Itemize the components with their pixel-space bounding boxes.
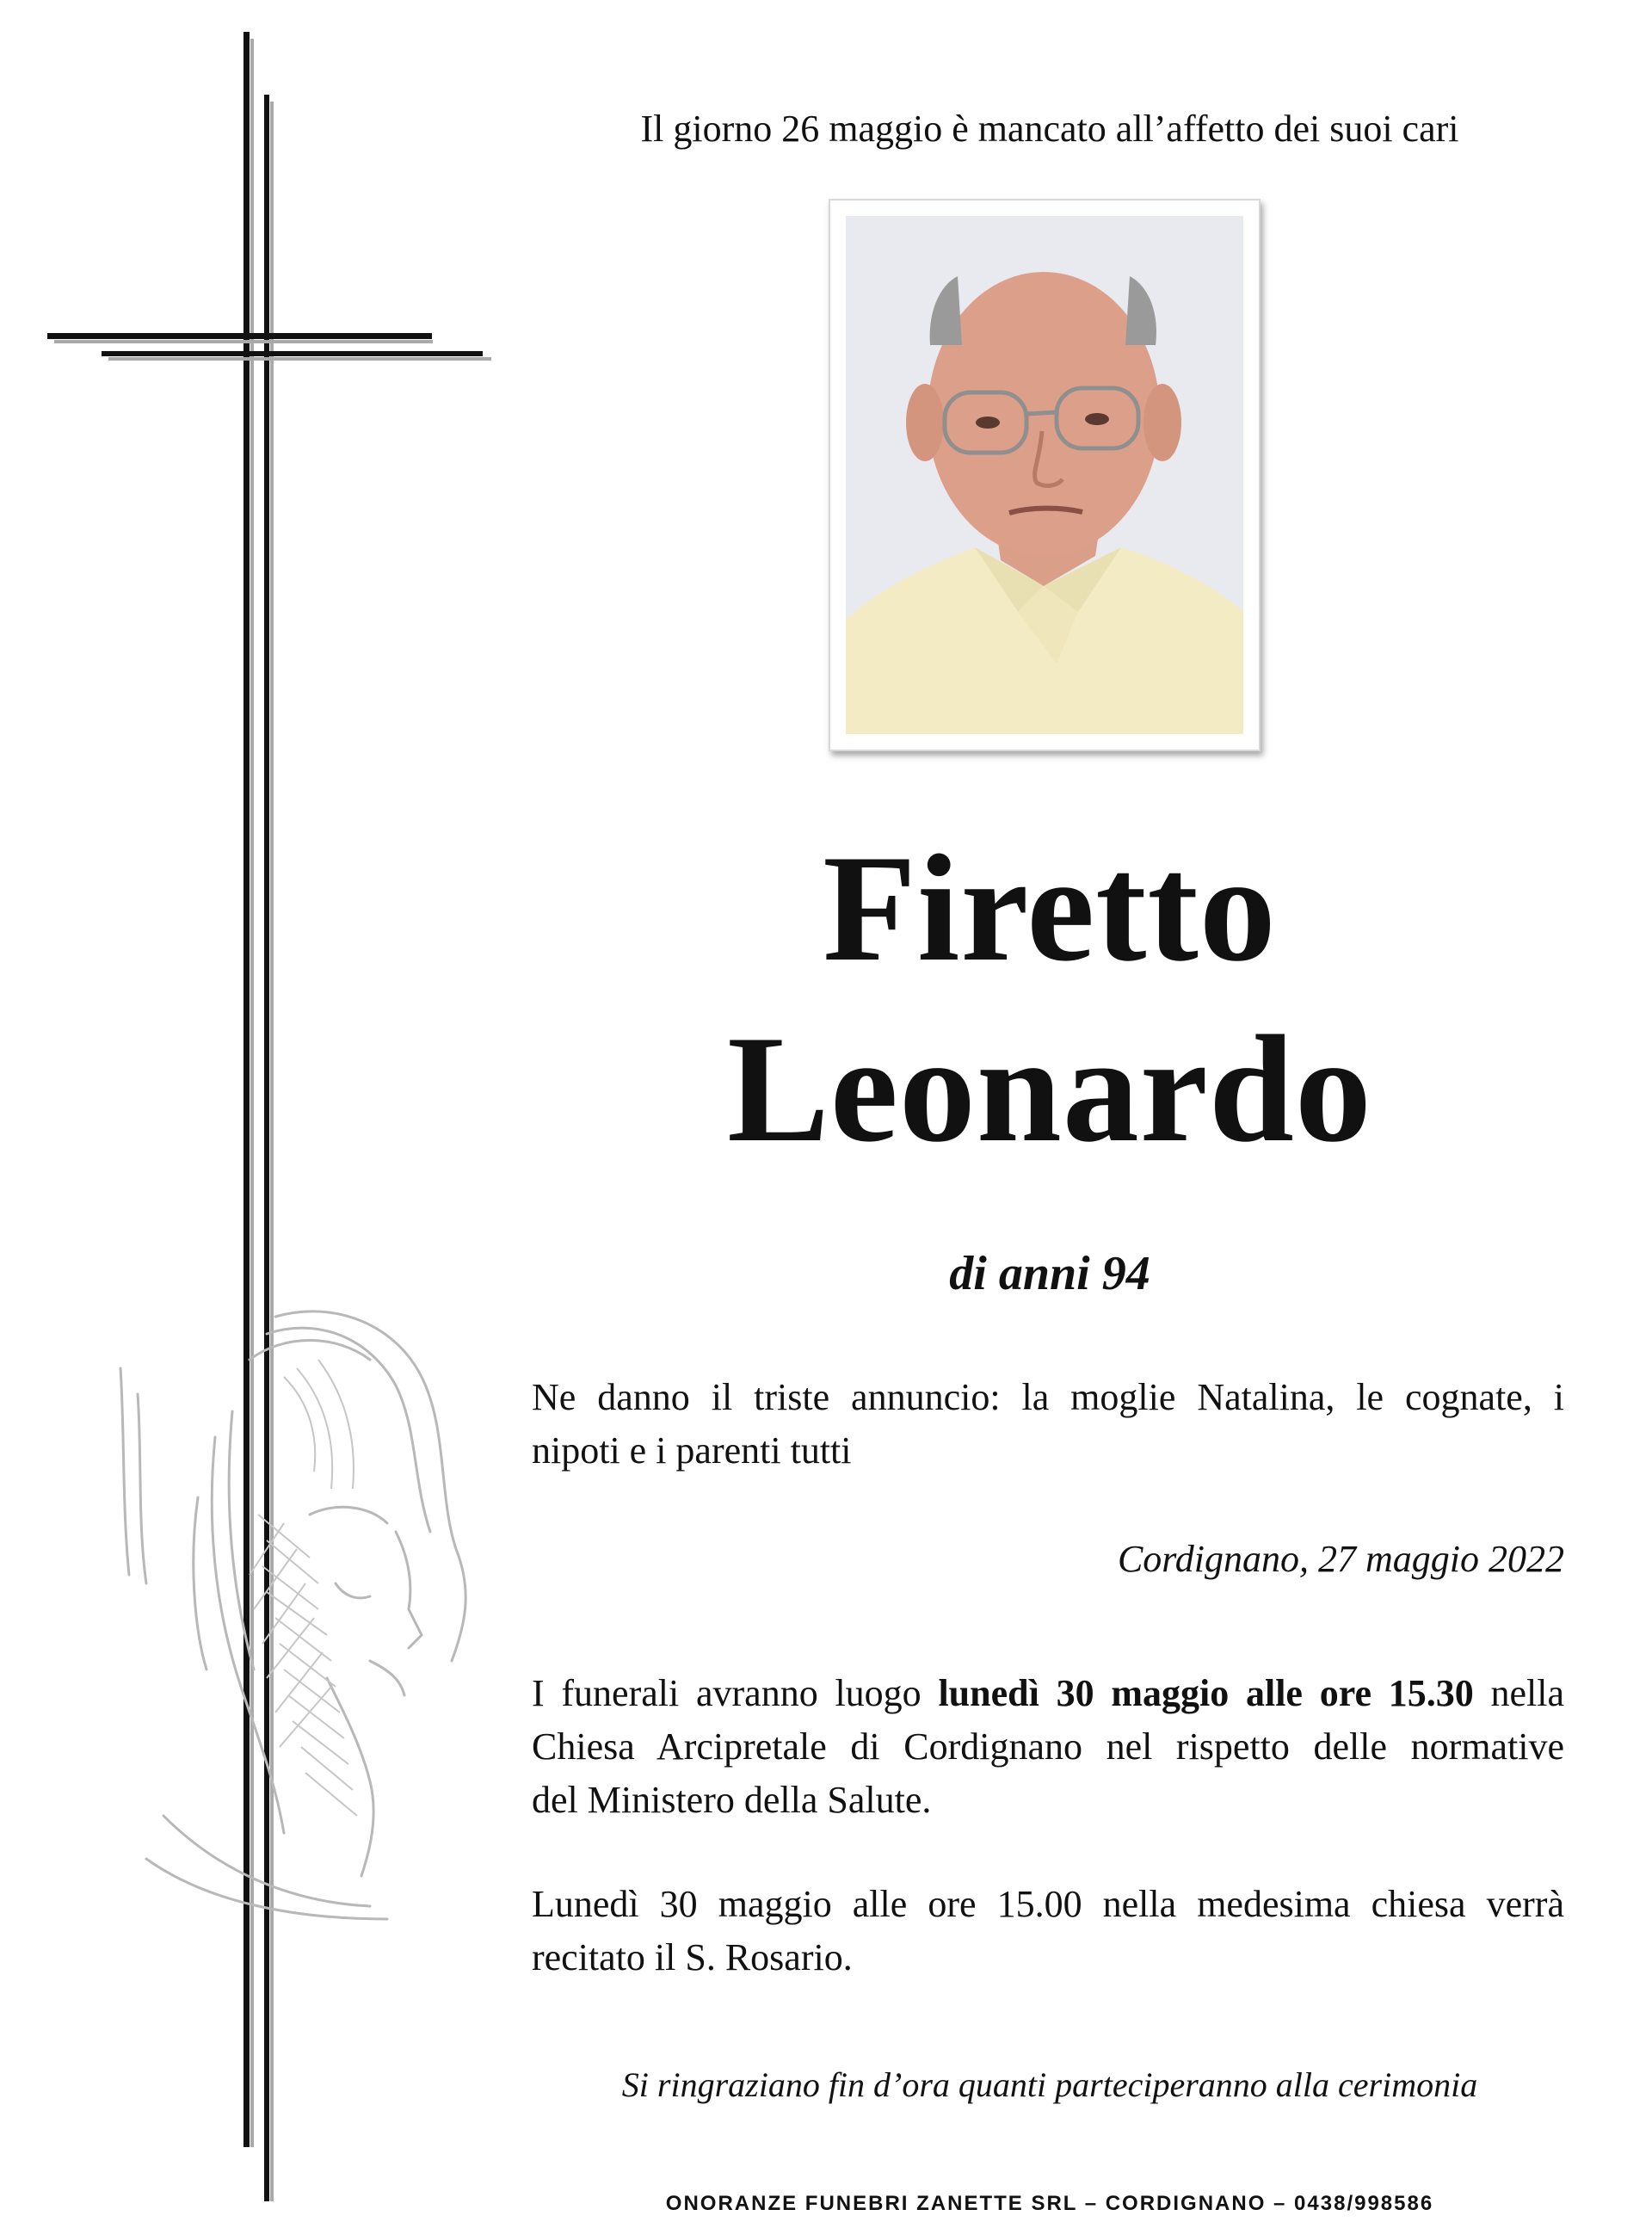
deceased-age: di anni 94 — [949, 1247, 1150, 1300]
portrait-frame — [829, 199, 1261, 751]
cross-horizontal-shadow — [54, 340, 433, 343]
funeral-line: del Ministero della Salute. — [532, 1779, 932, 1821]
portrait-illustration — [846, 216, 1243, 734]
funeral-text: nella — [1473, 1672, 1564, 1714]
christ-sketch-icon — [112, 1299, 490, 1928]
intro-text: Il giorno 26 maggio è mancato all’affetto dei suoi cari — [640, 108, 1459, 150]
place-date: Cordignano, 27 maggio 2022 — [1117, 1538, 1564, 1580]
funeral-home-footer: ONORANZE FUNEBRI ZANETTE SRL – CORDIGNANO – 0438/998586 — [665, 2192, 1434, 2215]
deceased-surname: Firetto — [823, 823, 1277, 993]
cross-horizontal-bar — [47, 333, 432, 339]
announcement-line: nipoti e i parenti tutti — [532, 1429, 852, 1472]
cross-horizontal-bar-2 — [102, 351, 483, 356]
funeral-line — [532, 1667, 1564, 1720]
thanks-text: Si ringraziano fin d’ora quanti parteciperanno alla cerimonia — [621, 2065, 1478, 2104]
deceased-first-name: Leonardo — [727, 1003, 1372, 1174]
rosary-paragraph — [532, 1878, 1564, 1984]
funeral-datetime: lunedì 30 maggio alle ore 15.30 — [938, 1672, 1474, 1714]
funeral-paragraph — [532, 1667, 1564, 1827]
funeral-line: Chiesa Arcipretale di Cordignano nel rispetto delle normative — [532, 1725, 1564, 1768]
announcement-paragraph — [532, 1371, 1564, 1478]
portrait-photo — [846, 216, 1243, 734]
funeral-text: I funerali avranno luogo — [532, 1672, 939, 1714]
rosary-line: recitato il S. Rosario. — [532, 1936, 853, 1978]
announcement-line: Ne danno il triste annuncio: la moglie Natalina, le cognate, i — [532, 1376, 1564, 1418]
rosary-line: Lunedì 30 maggio alle ore 15.00 nella medesima chiesa verrà — [532, 1883, 1564, 1925]
cross-horizontal-shadow-2 — [108, 357, 491, 361]
